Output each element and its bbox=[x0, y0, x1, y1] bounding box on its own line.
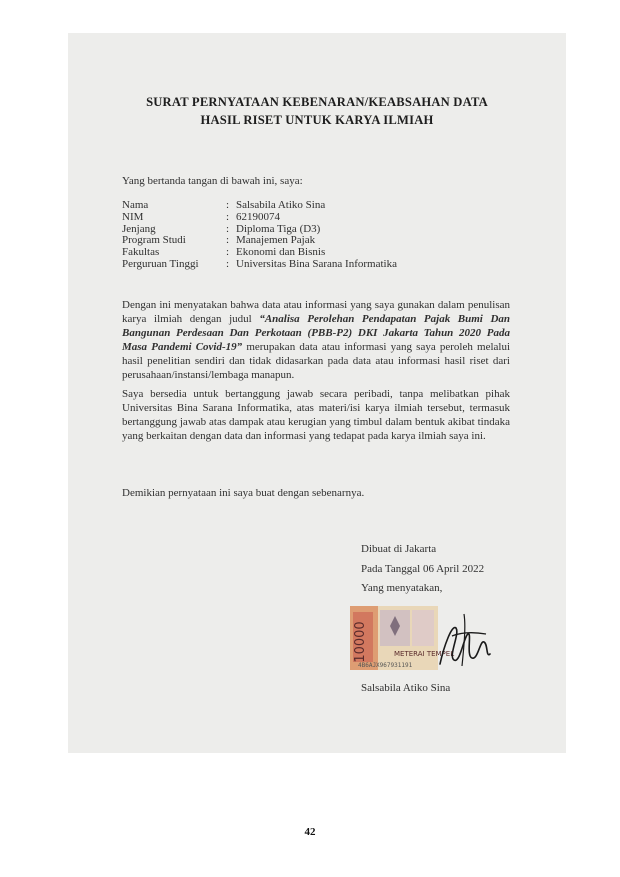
declarant-label: Yang menyatakan, bbox=[361, 582, 443, 594]
scanned-document bbox=[68, 33, 566, 753]
identity-value: Manajemen Pajak bbox=[236, 234, 316, 247]
meterai-stamp bbox=[350, 606, 455, 670]
statement-text: Dengan ini menyatakan bahwa data atau informasi yang saya gunakan dalam penulisan karya ilmiah dengan judul bbox=[122, 299, 510, 325]
separator: : bbox=[226, 199, 230, 211]
page-number: 42 bbox=[304, 826, 316, 838]
signer-name: Salsabila Atiko Sina bbox=[361, 682, 451, 694]
handwritten-signature bbox=[434, 606, 494, 676]
separator: : bbox=[226, 210, 230, 223]
closing-paragraph: Demikian pernyataan ini saya buat dengan sebenarnya. bbox=[122, 487, 365, 499]
identity-value: 62190074 bbox=[236, 210, 280, 223]
separator: : bbox=[226, 222, 230, 235]
place-text: Dibuat di Jakarta bbox=[361, 543, 437, 555]
research-title: “Analisa Perolehan Pendapatan Pajak Bumi Dan Bangunan Perdesaan Dan Perkotaan (PBB-P2) DKI Jakarta Tahun 2020 Pada Masa Pandemi Covid-19” bbox=[122, 313, 511, 353]
identity-label: Fakultas bbox=[122, 246, 160, 259]
separator: : bbox=[226, 234, 230, 247]
stamp-code: 4B6AJX967931191 bbox=[358, 662, 413, 669]
intro-text: Yang bertanda tangan di bawah ini, saya: bbox=[122, 175, 303, 187]
identity-value: Diploma Tiga (D3) bbox=[236, 222, 321, 235]
identity-label: Nama bbox=[122, 199, 149, 211]
identity-row bbox=[122, 259, 397, 271]
document-title-line2: HASIL RISET UNTUK KARYA ILMIAH bbox=[200, 113, 434, 127]
identity-value: Salsabila Atiko Sina bbox=[236, 199, 326, 211]
statement-paragraph bbox=[122, 298, 510, 382]
identity-value: Ekonomi dan Bisnis bbox=[236, 246, 326, 259]
identity-label: Program Studi bbox=[122, 234, 186, 247]
date-text: Pada Tanggal 06 April 2022 bbox=[361, 563, 485, 575]
responsibility-paragraph: Saya bersedia untuk bertanggung jawab secara peribadi, tanpa melibatkan pihak Universitas Bina Sarana Informatika, atas materi/isi karya ilmiah tersebut, termasuk bertanggung jawab atas dampak atau kerugian yang timbul dalam bentuk akibat tindaka yang berkaitan dengan data dan informasi yang tedapat pada karya ilmiah saya ini. bbox=[122, 388, 510, 442]
identity-label: NIM bbox=[122, 210, 144, 223]
separator: : bbox=[226, 257, 230, 270]
identity-value: Universitas Bina Sarana Informatika bbox=[236, 257, 397, 270]
identity-label: Perguruan Tinggi bbox=[122, 257, 199, 270]
stamp-label: METERAI TEMPEL bbox=[394, 650, 455, 658]
identity-list bbox=[122, 200, 397, 271]
separator: : bbox=[226, 246, 230, 259]
identity-label: Jenjang bbox=[122, 222, 156, 235]
svg-text:10000: 10000 bbox=[353, 621, 368, 663]
document-title-line1: SURAT PERNYATAAN KEBENARAN/KEABSAHAN DATA bbox=[146, 95, 488, 109]
statement-text-cont: merupakan data atau informasi yang saya peroleh melalui hasil penelitian sendiri dan tidak didasarkan pada data atau informasi hasil riset dari perusahaan/instansi/lembaga manapun. bbox=[122, 341, 510, 381]
